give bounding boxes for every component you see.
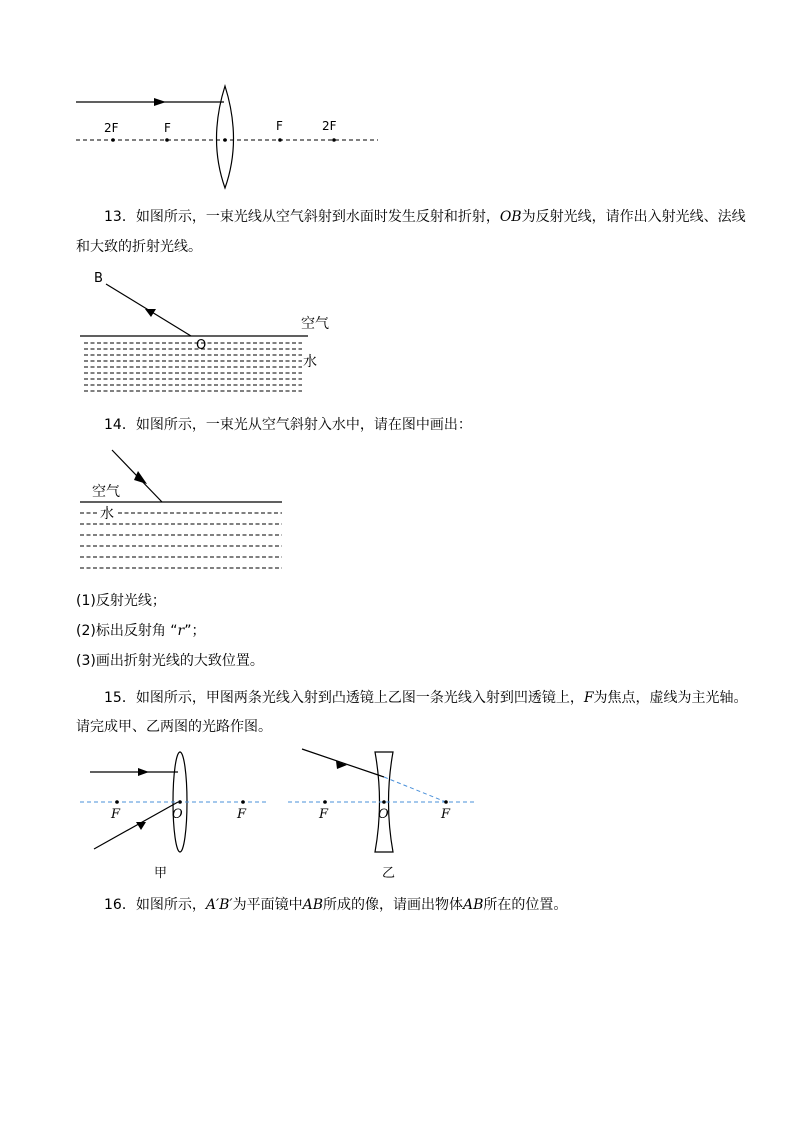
jia-label-f-right: F	[237, 807, 247, 822]
yi-incident-ray	[302, 749, 384, 777]
yi-label-f-left: F	[319, 807, 329, 822]
fig12-point-2f-right	[332, 138, 336, 142]
q13-water-hatching	[84, 343, 302, 391]
q13-label-air: 空气	[301, 316, 329, 332]
jia-ray-2	[94, 802, 178, 849]
yi-point-f-left	[323, 800, 327, 804]
jia-ray-1-arrow	[138, 768, 149, 776]
q14-item3: (3)画出折射光线的大致位置。	[76, 653, 264, 669]
q13-label-b: B	[94, 271, 103, 286]
q13-line2: 和大致的折射光线。	[76, 239, 202, 255]
q15-convex-lens-diagram-jia	[76, 744, 276, 884]
fig12-label-2f-left: 2F	[104, 121, 119, 135]
fig12-point-f-left	[165, 138, 169, 142]
q14-arrow-head	[134, 471, 147, 484]
q13-label-o: O	[196, 338, 207, 353]
fig12-label-f-left: F	[164, 121, 171, 135]
jia-caption: 甲	[154, 866, 168, 881]
jia-label-o: O	[172, 807, 183, 822]
fig12-convex-lens-diagram	[70, 80, 390, 195]
q15-line1: 15．如图所示，甲图两条光线入射到凸透镜上乙图一条光线入射到凹透镜上，F为焦点，虚线为主光轴。	[104, 690, 748, 706]
q14-item2: (2)标出反射角 “r”；	[76, 623, 206, 639]
q14-label-water: 水	[100, 506, 114, 522]
q14-line1: 14．如图所示，一束光从空气斜射入水中，请在图中画出：	[104, 417, 472, 433]
jia-point-f-left	[115, 800, 119, 804]
jia-point-f-right	[241, 800, 245, 804]
jia-point-o	[178, 800, 182, 804]
yi-caption: 乙	[382, 866, 396, 881]
q13-line1: 13．如图所示，一束光线从空气斜射到水面时发生反射和折射，OB为反射光线，请作出入射光线、法线	[104, 209, 746, 225]
fig12-label-f-right: F	[276, 119, 283, 133]
fig12-point-f-right	[278, 138, 282, 142]
fig12-lens	[217, 86, 234, 188]
q14-refraction-diagram	[76, 444, 291, 579]
yi-label-f-right: F	[441, 807, 451, 822]
q13-reflection-diagram	[76, 266, 346, 396]
jia-label-f-left: F	[111, 807, 121, 822]
q16-line1: 16．如图所示，A′B′为平面镜中AB所成的像，请画出物体AB所在的位置。	[104, 897, 568, 913]
q14-item1: (1)反射光线；	[76, 593, 166, 609]
yi-label-o: O	[378, 807, 389, 822]
yi-extension-line	[384, 777, 446, 802]
fig12-point-center	[223, 138, 227, 142]
q15-line2: 请完成甲、乙两图的光路作图。	[76, 719, 272, 735]
q15-concave-lens-diagram-yi	[284, 744, 484, 884]
jia-ray-2-arrow	[136, 822, 146, 830]
fig12-arrow-head	[154, 98, 166, 106]
q13-label-water: 水	[303, 354, 317, 370]
yi-point-f-right	[444, 800, 448, 804]
fig12-point-2f-left	[111, 138, 115, 142]
yi-point-o	[382, 800, 386, 804]
q14-label-air: 空气	[92, 484, 120, 500]
fig12-label-2f-right: 2F	[322, 119, 337, 133]
